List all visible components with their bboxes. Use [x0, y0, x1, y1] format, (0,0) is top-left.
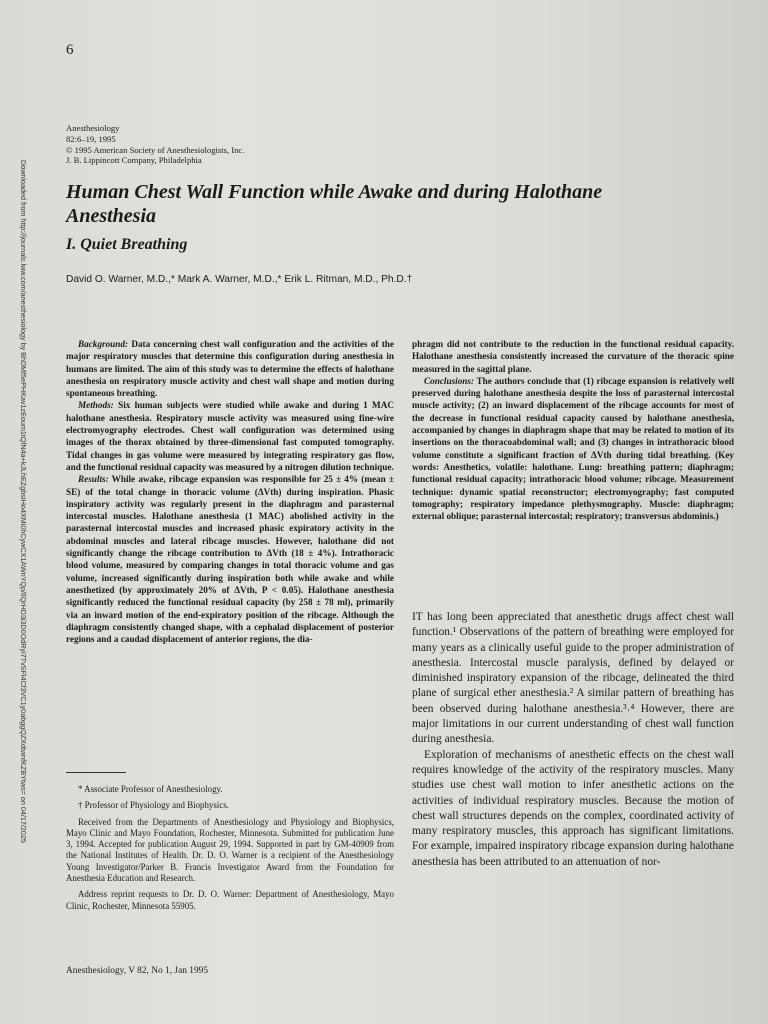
- publisher: J. B. Lippincott Company, Philadelphia: [66, 155, 202, 166]
- body-paragraph: IT has long been appreciated that anesthetic drugs affect chest wall function.¹ Observations of the pattern of breathing were employed for many years as a clinically useful guide to the proper administration of anesthesia. Intercostal muscle paralysis, defined by delayed or diminished inspiratory expansion of the ribcage, delineated the third plane of surgical ether anesthesia.² A similar pattern of breathing has been observed during halothane anesthesia.³˒⁴ However, there are major limitations in our current understanding of chest wall function during anesthesia.: [412, 611, 734, 746]
- abstract-heading: Conclusions:: [424, 375, 475, 386]
- article-title: Human Chest Wall Function while Awake and during Halothane Anesthesia: [66, 181, 603, 227]
- abstract-right-column: [412, 338, 734, 522]
- copyright: © 1995 American Society of Anesthesiologists, Inc.: [66, 144, 245, 155]
- article-subtitle: I. Quiet Breathing: [66, 236, 188, 253]
- abstract-conclusions: [412, 375, 734, 523]
- footnote-associate: * Associate Professor of Anesthesiology.: [78, 784, 223, 794]
- abstract-text: Data concerning chest wall configuration and the activities of the major respiratory muscles that determine this configuration during anesthesia in humans are limited. The aim of this study was to determine the effects of halothane anesthesia on respiratory muscle activity and chest wall shape and motion during spontaneous breathing.: [66, 339, 394, 399]
- abstract-text: The authors conclude that (1) ribcage expansion is relatively well preserved during halothane anesthesia despite the loss of parasternal intercostal muscle activity; (2) an inward displacement of the ribcage accounts for most of the decrease in functional residual capacity caused by halothane anesthesia, accompanied by changes in diaphragm shape that may be related to motion of its insertions on the thoracoabdominal wall; and (3) changes in intrathoracic blood volume constitute a significant fraction of ΔVth during tidal breathing. (Key words: Anesthetics, volatile: halothane. Lung: breathing pattern; diaphragm; functional residual capacity; intrathoracic blood volume; ribcage. Measurement technique: dynamic spatial reconstructor; electromyography; fast computed tomography; respiratory impedance plethysmography. Muscle: diaphragm; external oblique; parasternal intercostal; respiratory; transversus abdominis.): [412, 375, 735, 522]
- abstract-methods: [66, 399, 394, 473]
- abstract-results: [66, 473, 394, 645]
- abstract-left-column: [66, 338, 394, 645]
- abstract-text: Six human subjects were studied while awake and during 1 MAC halothane anesthesia. Respiratory muscle activity was measured using fine-wire electromyography electrodes. Chest wall configuration was determined using images of the thorax obtained by three-dimensional fast computed tomography. Tidal changes in gas volume were measured by integrating respiratory gas flow, and the functional residual capacity was measured by a nitrogen dilution technique.: [66, 400, 394, 472]
- running-footer: Anesthesiology, V 82, No 1, Jan 1995: [66, 966, 209, 976]
- body-text: [412, 610, 734, 870]
- footnote-divider: [66, 772, 126, 773]
- abstract-heading: Results:: [78, 474, 109, 485]
- page-number: 6: [66, 42, 74, 58]
- abstract-background: [66, 338, 394, 399]
- author-list: David O. Warner, M.D.,* Mark A. Warner, M.D.,* Erik L. Ritman, M.D., Ph.D.†: [66, 274, 413, 285]
- footnote-professor: † Professor of Physiology and Biophysics.: [78, 800, 229, 811]
- abstract-heading: Methods:: [78, 400, 114, 411]
- abstract-heading: Background:: [78, 339, 129, 349]
- journal-meta: [66, 123, 244, 166]
- show-through: [380, 86, 760, 102]
- journal-volume: 82:6–19, 1995: [66, 133, 116, 144]
- footnote-reprint: Address reprint requests to Dr. D. O. Warner: Department of Anesthesiology, Mayo Clinic, Rochester, Minnesota 55905.: [66, 889, 394, 911]
- download-watermark: [8, 160, 48, 843]
- download-note: Downloaded from http://journals.lww.com/anesthesiology by BhDMf5ePHKav1zEoum1tQfN4a+kJLhEZgbsIHo4XMi0hCywCX1AWnYQp/IlQrHD3i3D0OdRyi7TvSFl4Cf3VC1y0abggQZXdtwnfKZBYtws= on 04/17/2025: [19, 160, 28, 843]
- footnotes: [66, 784, 394, 917]
- abstract-results-continued: phragm did not contribute to the reduction in the functional residual capacity. Halothane anesthesia consistently increased the curvature of the thoracic spine measured in the sagittal plane.: [412, 339, 734, 374]
- body-paragraph: Exploration of mechanisms of anesthetic effects on the chest wall requires knowledge of the activity of the respiratory muscles. Many studies use chest wall motion to infer anesthetic actions on the activities of individual respiratory muscles. Because the motion of chest wall structures depends on the complex, coordinated activity of many respiratory muscles, this approach has significant limitations. For example, impaired inspiratory ribcage expansion during halothane anesthesia has been attributed to an attenuation of nor-: [412, 748, 734, 868]
- journal-name: Anesthesiology: [66, 123, 120, 133]
- footnote-received: Received from the Departments of Anesthesiology and Physiology and Biophysics, Mayo Clinic and Mayo Foundation, Rochester, Minnesota. Submitted for publication June 3, 1994. Accepted for publication August 29, 1994. Supported in part by GM-40909 from the National Institutes of Health. Dr. D. O. Warner is a recipient of the Anesthesiology Young Investigator/Parker B. Francis Investigator Award from the Foundation for Anesthesia Education and Research.: [66, 816, 394, 884]
- abstract-text: While awake, ribcage expansion was responsible for 25 ± 4% (mean ± SE) of the total change in thoracic volume (ΔVth) during inspiration. Phasic inspiratory activity was regularly present in the diaphragm and parasternal intercostal muscles. Halothane anesthesia (1 MAC) abolished activity in the parasternal intercostal muscles and increased phasic expiratory activity in the abdominal muscles and lateral ribcage muscles. However, halothane did not significantly change the ribcage contribution to ΔVth (18 ± 4%). Intrathoracic blood volume, measured by comparing changes in total thoracic volume and gas volume, increased significantly during inspiration both while awake and while anesthetized (by approximately 20% of ΔVth, P < 0.05). Halothane anesthesia significantly reduced the functional residual capacity (by 258 ± 78 ml), primarily via an inward motion of the end-expiratory position of the ribcage. Although the diaphragm consistently changed shape, with a cephalad displacement of posterior regions and a caudad displacement of anterior regions, the dia-: [66, 474, 394, 645]
